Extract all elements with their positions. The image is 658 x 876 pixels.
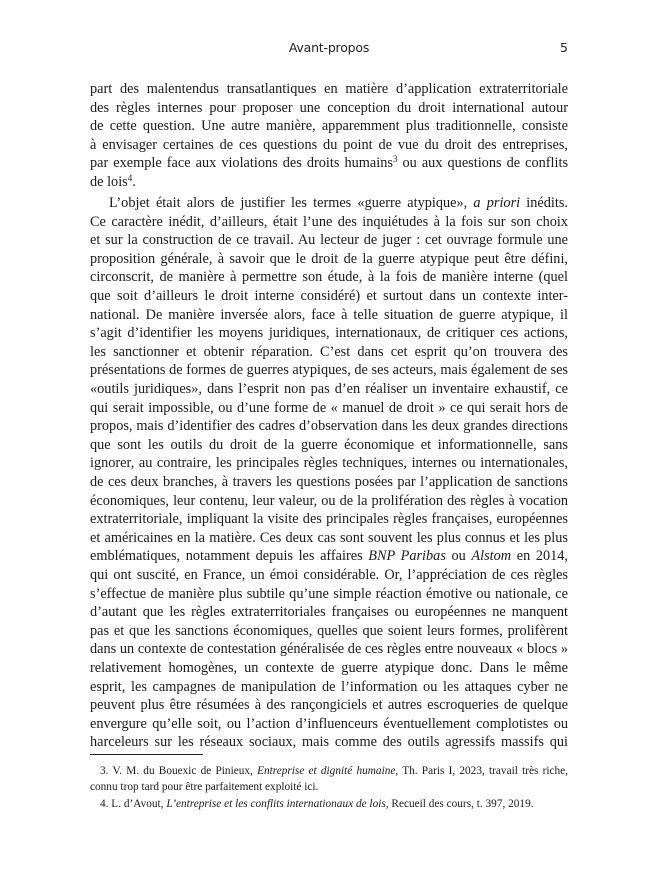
- text-line: des règles internes pour proposer une conception du droit international autour: [90, 99, 568, 116]
- text-line: que soit d’ailleurs le droit interne considéré) et surtout dans un contexte inter-: [90, 288, 568, 305]
- running-title: Avant-propos: [288, 40, 370, 55]
- footnote-title: L’entreprise et les conflits internationaux de lois: [166, 797, 386, 810]
- text-line: dans un contexte de contestation généralisée de ces règles entre nouveaux « blocs »: [90, 641, 568, 658]
- footnote-number: 3.: [100, 765, 109, 777]
- text-line: Ce caractère inédit, d’ailleurs, était l’une des inquiétudes à la fois sur son choix: [90, 213, 568, 230]
- text-line: et américaines en la matière. Ces deux cas sont souvent les plus connus et les plus: [90, 529, 568, 546]
- italic-case-name: Alstom: [471, 548, 512, 565]
- running-header: [90, 40, 568, 58]
- text-line: propos, mais d’identifier des cadres d’observation dans les deux grandes directions: [90, 418, 568, 435]
- text-line: s’agit d’identifier les moyens juridiques, internationaux, de critiquer ces actions,: [90, 325, 568, 342]
- text-line: économiques, leur contenu, leur valeur, ou de la prolifération des règles à vocation: [90, 492, 568, 509]
- text-line: à envisager certaines de ces questions du point de vue du droit des entreprises,: [90, 136, 568, 153]
- text-line: qui serait impossible, ou d’une forme de « manuel de droit » ce qui serait hors de: [90, 399, 568, 416]
- italic-term: a priori: [473, 195, 521, 212]
- text-line: que sont les outils du droit de la guerre économique et informationnelle, sans: [90, 436, 568, 453]
- footnote-number: 4.: [100, 797, 109, 810]
- text-line: L’objet était alors de justifier les termes «guerre atypique», a priori inédits.: [109, 195, 568, 212]
- text-line: de cette question. Une autre manière, apparemment plus traditionnelle, consiste: [90, 118, 568, 135]
- footnote-line: connu trop tard pour être parfaitement exploité ici.: [90, 780, 319, 793]
- footnote-separator: [90, 754, 203, 755]
- text-line: par exemple face aux violations des droits humains$^3$ ou aux questions de conflits: [90, 154, 569, 172]
- footnote-ref-4[interactable]: 4: [127, 172, 133, 183]
- footnote-3: [90, 764, 568, 795]
- footnotes: [90, 764, 568, 812]
- text-line: harceleurs sur les réseaux sociaux, mais comme des outils agressifs massifs qui: [90, 734, 568, 751]
- footnote-line: 4. L. d’Avout, L’entreprise et les conflits internationaux de lois, Recueil des cours, t. 397, 2019.: [100, 797, 534, 810]
- text-line: extraterritoriale, impliquant la visite des principales règles françaises, européennes: [90, 511, 568, 528]
- footnote-line: 3. V. M. du Bouexic de Pinieux, Entreprise et dignité humaine, Th. Paris I, 2023, travail très riche,: [100, 765, 568, 777]
- footnote-ref-3[interactable]: 3: [392, 154, 398, 165]
- text-line: emblématiques, notamment depuis les affaires BNP Paribas ou Alstom en 2014,: [90, 548, 568, 565]
- text-line: proposition générale, à savoir que le droit de la guerre atypique peut être défini,: [90, 250, 568, 267]
- text-line: les sanctionner et obtenir réparation. C’est dans cet esprit qu’on trouvera des: [90, 343, 568, 360]
- body-text: [90, 80, 568, 752]
- text-line: circonscrit, de manière à permettre son étude, à la fois de manière interne (quel: [90, 269, 568, 286]
- text-line: esprit, les campagnes de manipulation de l’information ou les attaques cyber ne: [90, 678, 568, 695]
- text-line: présentations de formes de guerres atypiques, de ses acteurs, mais également de ses: [90, 362, 568, 379]
- text-line: de ces deux branches, à travers les questions posées par l’application de sanctions: [90, 473, 568, 490]
- footnote-title: Entreprise et dignité humaine: [257, 765, 396, 777]
- text-line: national. De manière inversée alors, face à telle situation de guerre atypique, il: [90, 306, 568, 323]
- text-line: relativement homogènes, un contexte de guerre atypique donc. Dans le même: [90, 659, 568, 676]
- paragraph-2: [90, 194, 568, 752]
- italic-case-name: BNP Paribas: [368, 548, 446, 565]
- text-line: peuvent plus être résumées à des rançongiciels et autres escroqueries de quelque: [90, 697, 568, 714]
- text-line: d’autant que les règles extraterritoriales françaises ou européennes ne manquent: [90, 604, 568, 621]
- text-line: et sur la construction de ce travail. Au lecteur de juger : cet ouvrage formule une: [90, 232, 568, 249]
- text-line: envergure qu’elle soit, ou l’action d’influenceurs éventuellement complotistes ou: [90, 715, 568, 732]
- footnote-4: [90, 797, 568, 813]
- text-line: ignorer, au contraire, les principales règles techniques, internes ou internationales,: [90, 455, 568, 472]
- text-line: qui ont suscité, en France, un émoi considérable. Or, l’appréciation de ces règles: [90, 566, 568, 583]
- paragraph-1: [90, 80, 568, 192]
- page-number: 5: [560, 40, 568, 55]
- text-line: «outils juridiques», dans l’esprit non pas d’en réaliser un inventaire exhaustif, ce: [90, 381, 568, 397]
- text-line: s’effectue de manière plus subtile qu’une simple réaction émotive ou nationale, ce: [90, 585, 568, 602]
- text-line: de lois$^4$.: [90, 172, 136, 190]
- text-line: part des malentendus transatlantiques en matière d’application extraterritoriale: [90, 81, 568, 97]
- text-line: pas et que les sanctions économiques, quelles que soient leurs formes, prolifèrent: [90, 622, 568, 639]
